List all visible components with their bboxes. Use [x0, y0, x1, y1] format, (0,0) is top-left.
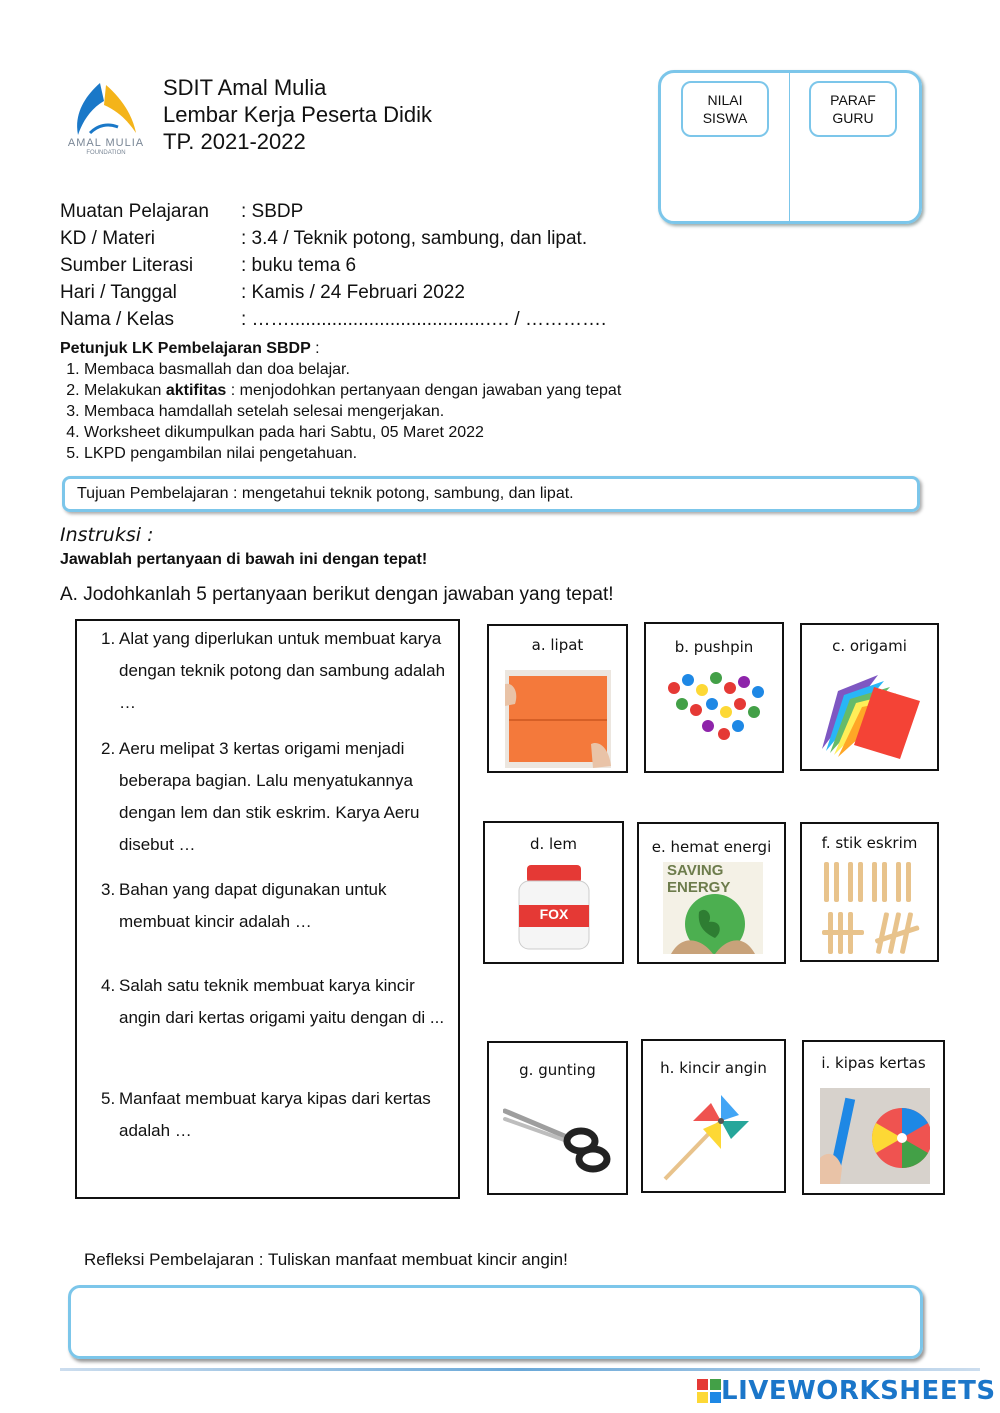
question-item[interactable]: [101, 970, 451, 1070]
instructions: [60, 338, 780, 464]
ice-cream-sticks-icon: [818, 860, 926, 958]
instruction-item: 1. Membaca basmallah dan doa belajar.: [84, 359, 780, 380]
question-item[interactable]: [101, 623, 451, 723]
question-number: 3.: [101, 880, 116, 899]
option-card-pushpin[interactable]: [644, 622, 784, 773]
option-label: i. kipas kertas: [821, 1054, 926, 1072]
question-number: 4.: [101, 976, 116, 995]
name-class-field[interactable]: : …….....................................…. / ………….: [241, 308, 607, 330]
info-row[interactable]: [60, 306, 606, 333]
option-label: g. gunting: [519, 1061, 596, 1079]
instruction-item2-prefix: Melakukan: [84, 382, 166, 399]
option-label: d. lem: [529, 835, 578, 853]
option-card-kipas-kertas[interactable]: [802, 1040, 945, 1195]
reflection-prompt: Refleksi Pembelajaran : Tuliskan manfaat membuat kincir angin!: [84, 1250, 568, 1269]
question-number: 5.: [101, 1089, 116, 1108]
question-text: Bahan yang dapat digunakan untuk membuat kincir adalah …: [119, 880, 387, 931]
folded-paper-icon: [505, 670, 611, 768]
option-card-origami[interactable]: [800, 623, 939, 771]
option-label: e. hemat energi: [651, 838, 772, 856]
sign-label-line2: GURU: [832, 110, 874, 126]
instructions-list: [60, 359, 780, 464]
info-value: : 3.4 / Teknik potong, sambung, dan lipat.: [241, 227, 588, 249]
instruction-item: 3. Membaca hamdallah setelah selesai mengerjakan.: [84, 401, 780, 422]
sign-label-line1: PARAF: [830, 92, 876, 108]
school-logo: [60, 75, 152, 160]
instruction-item: 5. LKPD pengambilan nilai pengetahuan.: [84, 443, 780, 464]
info-row: [60, 225, 606, 252]
sign-label: [809, 81, 897, 137]
question-text: Aeru melipat 3 kertas origami menjadi beberapa bagian. Lalu menyatukannya dengan lem dan stik eskrim. Karya Aeru disebut …: [119, 739, 420, 854]
option-card-hemat-energi[interactable]: [637, 822, 786, 964]
score-label-line2: SISWA: [702, 110, 748, 126]
logo-text: AMAL MULIA: [67, 137, 145, 149]
question-number: 2.: [101, 739, 116, 758]
info-key: Nama / Kelas: [60, 308, 175, 330]
question-item[interactable]: [101, 1083, 451, 1153]
question-number: 1.: [101, 629, 116, 648]
score-label-line1: NILAI: [707, 92, 743, 108]
question-text: Alat yang diperlukan untuk membuat karya dengan teknik potong dan sambung adalah …: [119, 629, 446, 712]
score-label: [681, 81, 769, 137]
questions-box: [75, 619, 460, 1199]
instructions-title-suffix: :: [310, 340, 320, 357]
info-key: Muatan Pelajaran: [60, 200, 209, 222]
pushpins-icon: [662, 668, 770, 748]
option-label: c. origami: [832, 637, 907, 655]
logo-subtext: FOUNDATION: [86, 150, 126, 156]
instruction-item: [84, 380, 780, 401]
option-label: a. lipat: [531, 636, 584, 654]
saving-line1: SAVING: [667, 862, 724, 879]
liveworksheets-logo-icon: [697, 1379, 721, 1403]
question-text: Manfaat membuat karya kipas dari kertas adalah …: [119, 1089, 431, 1140]
instruction-heading: Instruksi :: [60, 524, 154, 546]
saving-energy-text: [667, 862, 737, 896]
option-label: h. kincir angin: [660, 1059, 767, 1077]
score-box: [658, 70, 922, 224]
school-name: SDIT Amal Mulia: [163, 75, 327, 100]
pinwheel-icon: [659, 1093, 769, 1183]
liveworksheets-brand[interactable]: [697, 1376, 996, 1406]
info-row: [60, 252, 606, 279]
option-label: f. stik eskrim: [821, 834, 918, 852]
info-row: [60, 198, 606, 225]
info-row: [60, 279, 606, 306]
option-card-lipat[interactable]: [487, 624, 628, 773]
worksheet-title: Lembar Kerja Peserta Didik: [163, 102, 433, 127]
option-label: b. pushpin: [674, 638, 754, 656]
footer-divider: [60, 1368, 980, 1371]
scissors-icon: [503, 1101, 615, 1177]
instructions-title: Petunjuk LK Pembelajaran SBDP: [60, 340, 311, 357]
option-card-gunting[interactable]: [487, 1041, 628, 1195]
section-a-title: A. Jodohkanlah 5 pertanyaan berikut dengan jawaban yang tepat!: [60, 584, 614, 605]
instruction-item2-bold: aktifitas: [165, 382, 227, 399]
learning-objective: Tujuan Pembelajaran : mengetahui teknik potong, sambung, dan lipat.: [62, 476, 920, 512]
instruction-item: 4. Worksheet dikumpulkan pada hari Sabtu, 05 Maret 2022: [84, 422, 780, 443]
school-year: TP. 2021-2022: [163, 129, 306, 154]
origami-paper-icon: [818, 661, 924, 761]
info-value: : buku tema 6: [241, 254, 357, 276]
info-key: Sumber Literasi: [60, 254, 194, 276]
option-card-kincir-angin[interactable]: [641, 1039, 786, 1193]
option-card-lem[interactable]: [483, 821, 624, 964]
instruction-item2-suffix: : menjodohkan pertanyaan dengan jawaban yang tepat: [226, 382, 622, 399]
reflection-answer-box[interactable]: [68, 1285, 923, 1359]
paper-fan-icon: [820, 1088, 930, 1184]
subject-info: [60, 198, 606, 333]
glue-brand: FOX: [539, 906, 569, 922]
question-text: Salah satu teknik membuat karya kincir angin dari kertas origami yaitu dengan di ...: [119, 976, 445, 1027]
question-item[interactable]: [101, 733, 451, 863]
info-key: Hari / Tanggal: [60, 281, 177, 303]
info-value: : SBDP: [241, 200, 304, 222]
school-header: [163, 74, 432, 155]
brand-name: LIVEWORKSHEETS: [721, 1376, 996, 1406]
instruction-subtitle: Jawablah pertanyaan di bawah ini dengan tepat!: [60, 551, 428, 568]
info-key: KD / Materi: [60, 227, 156, 249]
saving-line2: ENERGY: [667, 879, 731, 896]
option-card-stik-eskrim[interactable]: [800, 822, 939, 962]
info-value: : Kamis / 24 Februari 2022: [241, 281, 465, 303]
score-box-divider: [789, 73, 790, 221]
question-item[interactable]: [101, 874, 451, 944]
